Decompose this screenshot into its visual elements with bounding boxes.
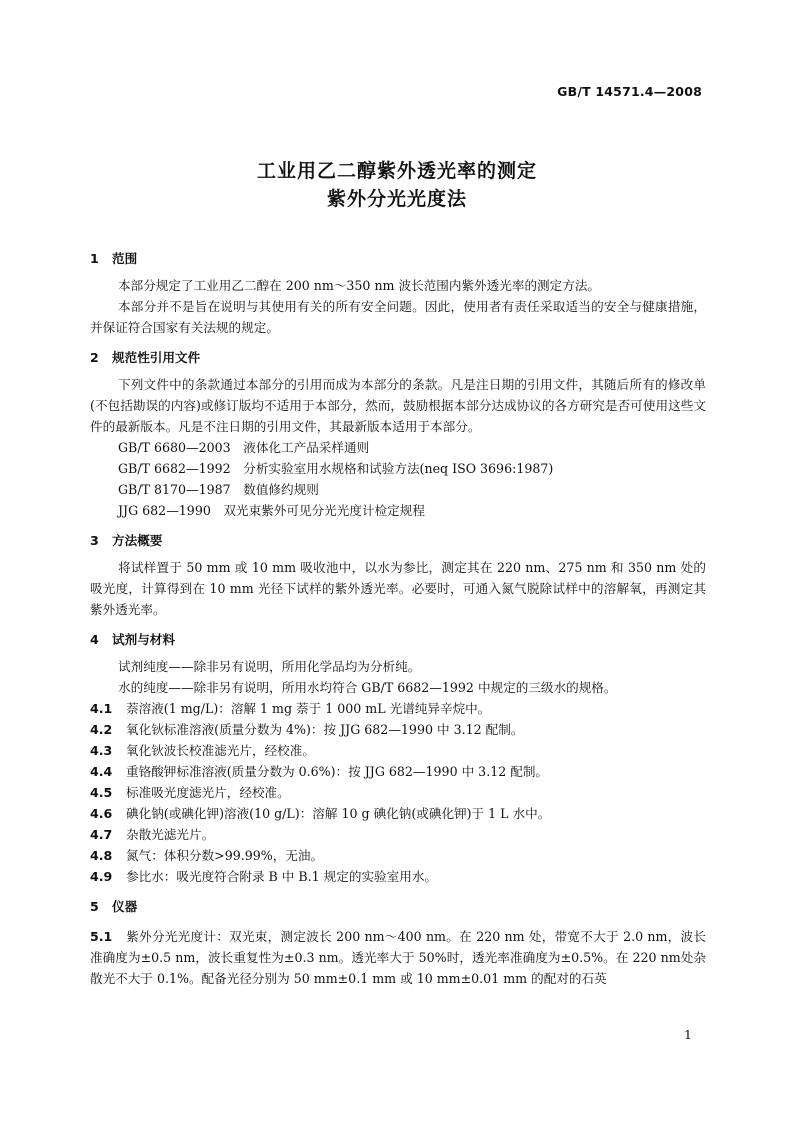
paragraph: 本部分规定了工业用乙二醇在 200 nm～350 nm 波长范围内紫外透光率的测定方法。	[118, 278, 601, 293]
reference-item: JJG 682—1990 双光束紫外可见分光光度计检定规程	[118, 503, 425, 518]
paragraph: 将试样置于 50 mm 或 10 mm 吸收池中，以水为参比，测定其在 220 nm、275 nm 和 350 nm 处的吸光度，计算得到在 10 mm 光径下试样的紫外透光率。必要时，可通入氮气脱除试样中的溶解氧，再测定其紫外透光率。	[90, 560, 706, 617]
list-item: 4.5 标准吸光度滤光片，经校准。	[90, 785, 290, 800]
page-number: 1	[684, 1027, 692, 1042]
section-heading-5: 5 仪器	[90, 899, 138, 914]
list-item: 4.9 参比水：吸光度符合附录 B 中 B.1 规定的实验室用水。	[90, 869, 438, 884]
paragraph: 下列文件中的条款通过本部分的引用而成为本部分的条款。凡是注日期的引用文件，其随后所有的修改单(不包括勘误的内容)或修订版均不适用于本部分，然而，鼓励根据本部分达成协议的各方研究是否可使用这些文件的最新版本。凡是不注日期的引用文件，其最新版本适用于本部分。	[90, 377, 706, 434]
list-item: 4.7 杂散光滤光片。	[90, 827, 215, 842]
list-item: 4.3 氧化钬波长校准滤光片，经校准。	[90, 743, 315, 758]
section-heading-3: 3 方法概要	[90, 533, 163, 548]
list-item: 4.2 氧化钬标准溶液(质量分数为 4%)：按 JJG 682—1990 中 3.12 配制。	[90, 722, 524, 737]
list-item: 4.4 重铬酸钾标准溶液(质量分数为 0.6%)：按 JJG 682—1990 中 3.12 配制。	[90, 764, 549, 779]
document-title: 工业用乙二醇紫外透光率的测定	[256, 160, 537, 182]
paragraph: 水的纯度——除非另有说明，所用水均符合 GB/T 6682—1992 中规定的三级水的规格。	[118, 680, 617, 695]
standard-code: GB/T 14571.4—2008	[557, 84, 702, 99]
document-body	[90, 248, 706, 989]
reference-item: GB/T 6682—1992 分析实验室用水规格和试验方法(neq ISO 3696:1987)	[118, 461, 554, 476]
list-item: 4.6 碘化钠(或碘化钾)溶液(10 g/L)：溶解 10 g 碘化钠(或碘化钾)于 1 L 水中。	[90, 806, 551, 821]
section-heading-1: 1 范围	[90, 251, 138, 266]
list-item: 4.1 萘溶液(1 mg/L)：溶解 1 mg 萘于 1 000 mL 光谱纯异辛烷中。	[90, 701, 491, 716]
document-subtitle: 紫外分光光度法	[326, 188, 467, 210]
section-heading-2: 2 规范性引用文件	[90, 350, 201, 365]
paragraph: 本部分并不是旨在说明与其使用有关的所有安全问题。因此，使用者有责任采取适当的安全与健康措施，并保证符合国家有关法规的规定。	[90, 299, 706, 335]
list-item: 5.1 紫外分光光度计：双光束，测定波长 200 nm～400 nm。在 220 nm 处，带宽不大于 2.0 nm，波长准确度为±0.5 nm，波长重复性为±0.3 nm。透光率大于 50%时，透光率准确度为±0.5%。在 220 nm处杂散光不大于 0.1%。配备光径分别为 50 mm±0.1 mm 或 10 mm±0.01 mm 的配对的石英	[90, 929, 706, 986]
reference-item: GB/T 6680—2003 液体化工产品采样通则	[118, 440, 370, 455]
reference-item: GB/T 8170—1987 数值修约规则	[118, 482, 319, 497]
section-heading-4: 4 试剂与材料	[90, 632, 175, 647]
list-item: 4.8 氮气：体积分数>99.99%，无油。	[90, 848, 324, 863]
paragraph: 试剂纯度——除非另有说明，所用化学品均为分析纯。	[118, 659, 421, 674]
